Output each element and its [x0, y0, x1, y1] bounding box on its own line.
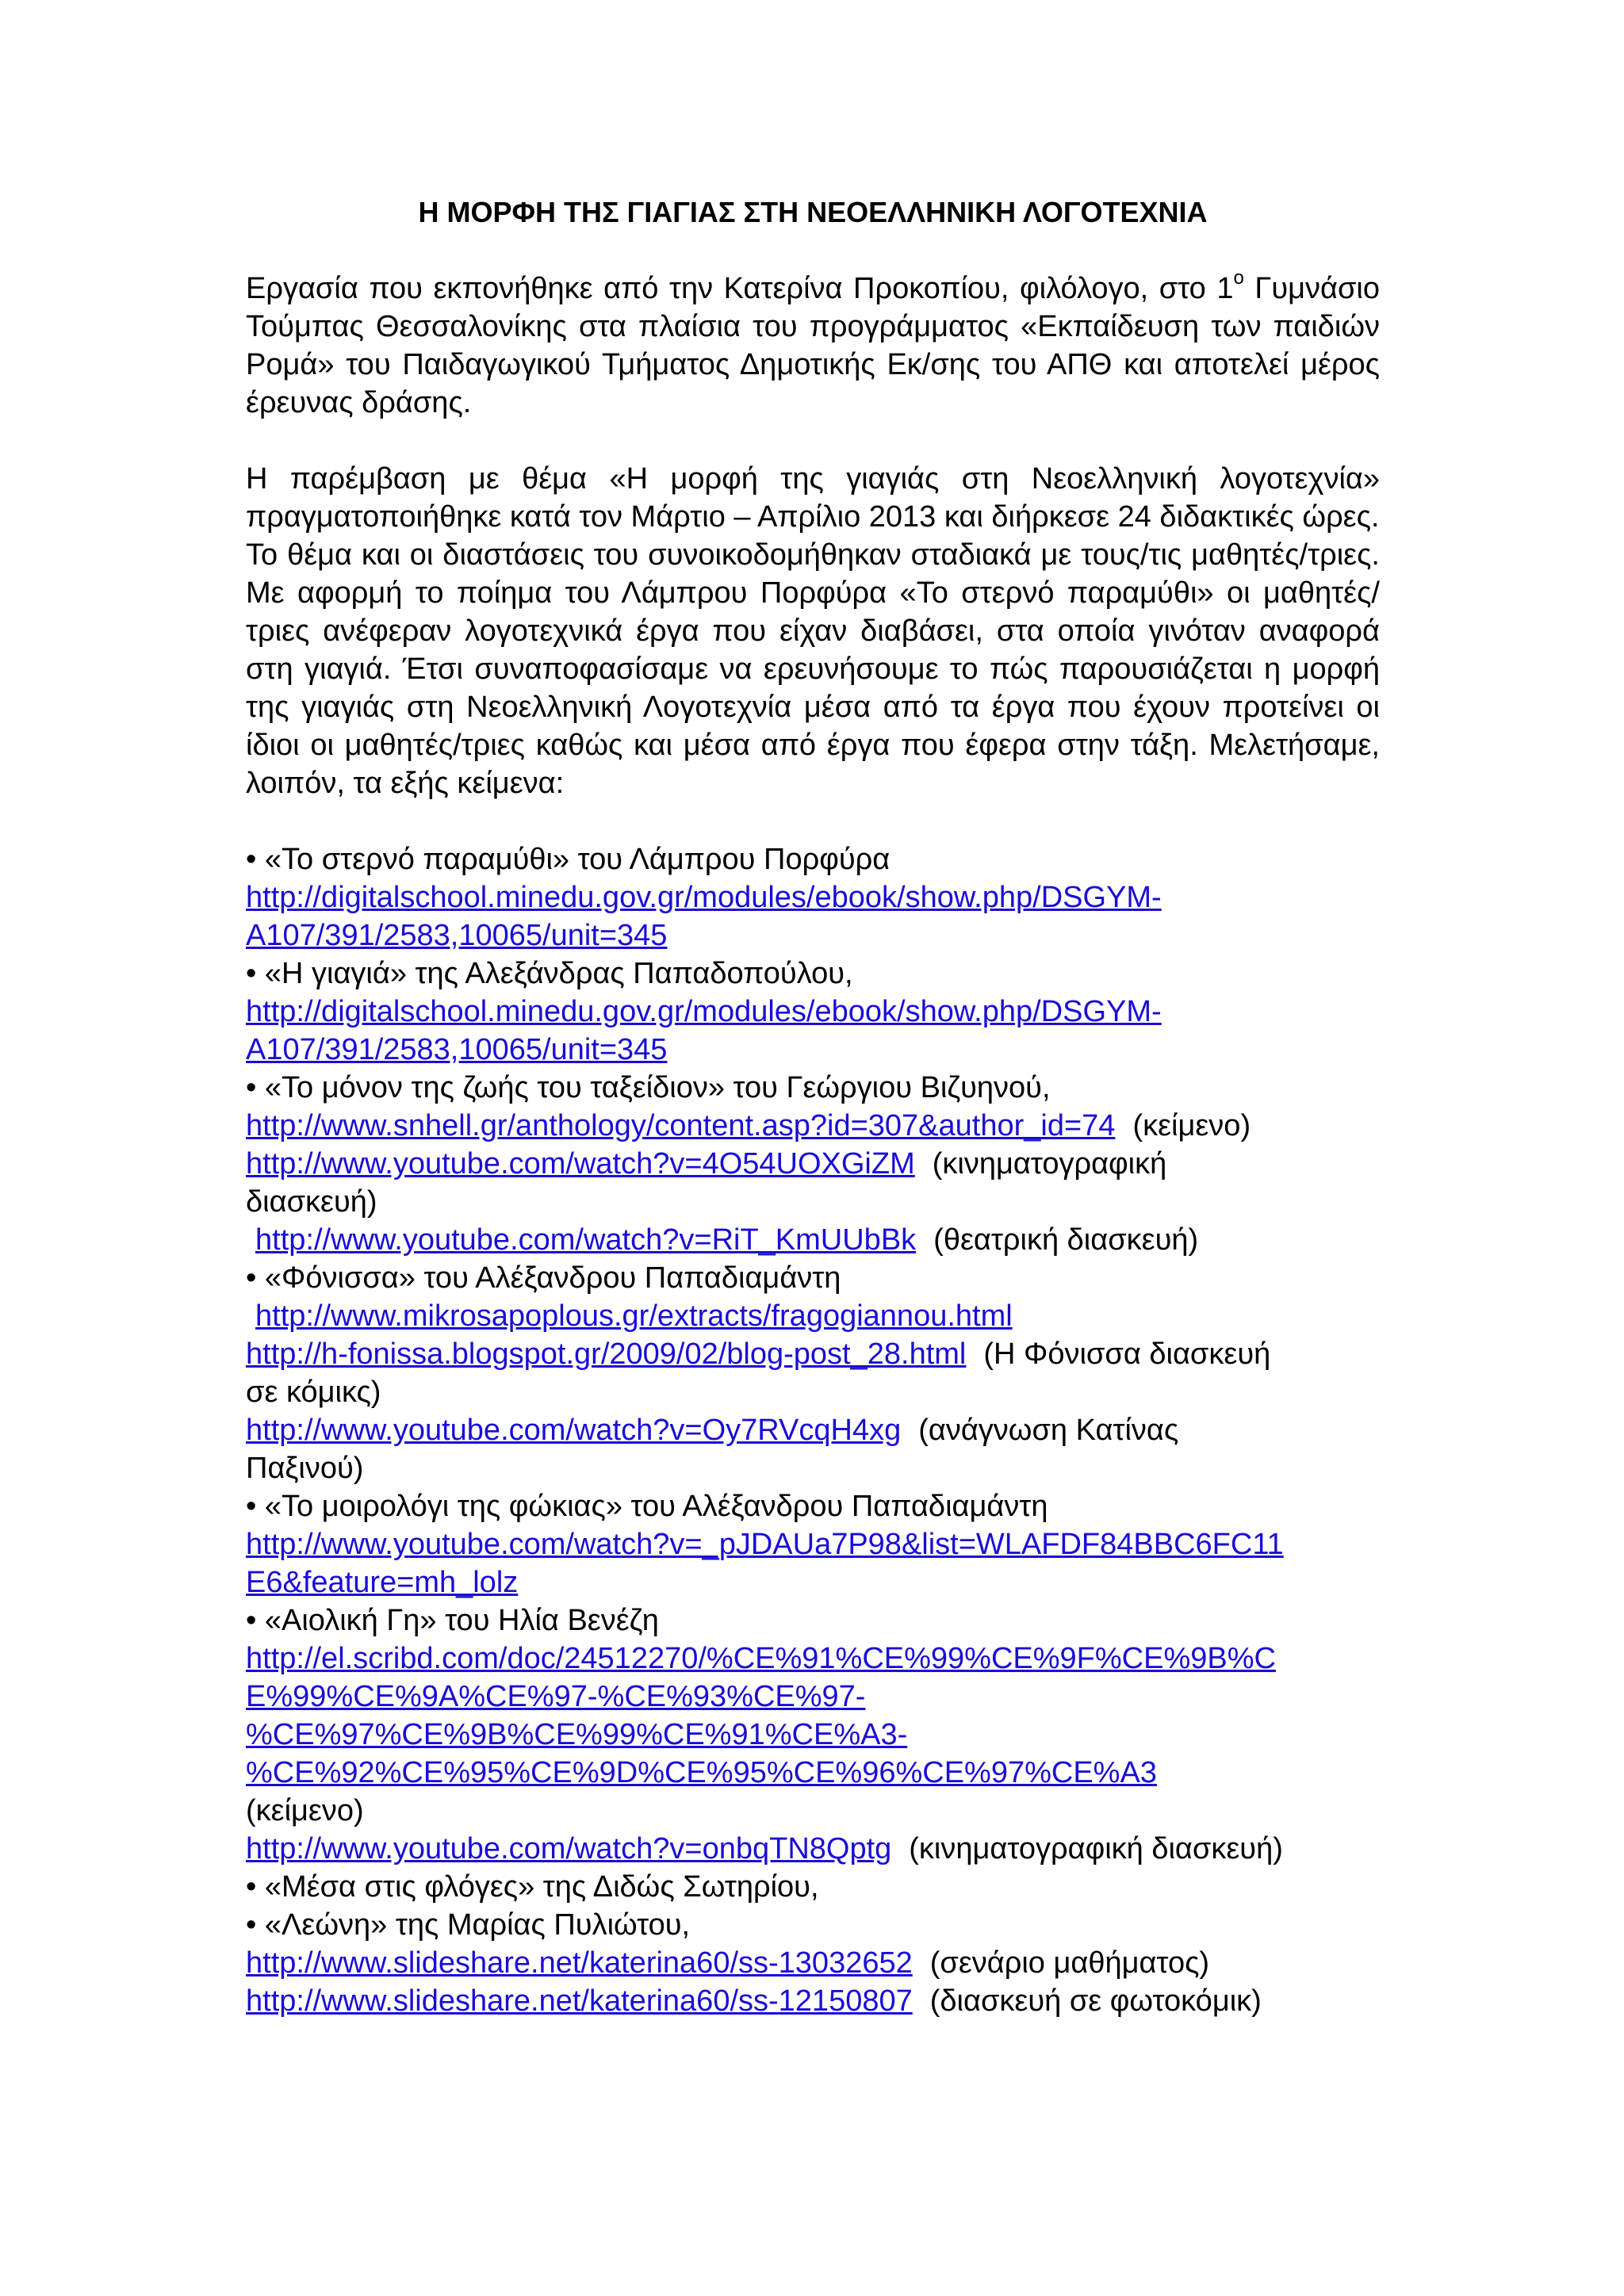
reference-link[interactable]: %CE%97%CE%9B%CE%99%CE%91%CE%A3-	[246, 1718, 908, 1751]
spacer	[246, 422, 1380, 460]
reference-link[interactable]: http://www.youtube.com/watch?v=Oy7RVcqH4xg	[246, 1414, 902, 1447]
spacer	[246, 802, 1380, 840]
reference-note: (θεατρική διασκευή)	[933, 1223, 1199, 1257]
list-item-title: • «Αιολική Γη» του Ηλία Βενέζη	[246, 1604, 659, 1637]
list-item-title: • «Φόνισσα» του Αλέξανδρου Παπαδιαμάντη	[246, 1261, 841, 1295]
reference-link[interactable]: A107/391/2583,10065/unit=345	[246, 919, 668, 952]
reference-link[interactable]: http://www.youtube.com/watch?v=_pJDAUa7P98&list=WLAFDF84BBC6FC11	[246, 1528, 1284, 1561]
reference-link[interactable]: http://www.youtube.com/watch?v=4O54UOXGiZM	[246, 1147, 915, 1181]
reference-note: (κινηματογραφική διασκευή)	[909, 1832, 1283, 1866]
reference-link[interactable]: http://el.scribd.com/doc/24512270/%CE%91%CE%99%CE%9F%CE%9B%C	[246, 1642, 1276, 1675]
list-item-title: • «Λεώνη» της Μαρίας Πυλιώτου,	[246, 1908, 691, 1942]
intro-paragraph	[246, 267, 1380, 422]
reference-link[interactable]: http://digitalschool.minedu.gov.gr/modules/ebook/show.php/DSGYM-	[246, 995, 1162, 1028]
reference-list	[246, 840, 1380, 2020]
paragraph-topic: Το θέμα και οι διαστάσεις του συνοικοδομήθηκαν σταδιακά με τους/τις μαθητές/τριες. Με αφορμή το ποίημα του Λάμπρου Πορφύρα «Το στερνό παραμύθι» οι μαθητές/τριες ανέφεραν λογοτεχνικά έργα που είχαν διαβάσει, στα οποία γινόταν αναφορά στη γιαγιά. Έτσι συναποφασίσαμε να ερευνήσουμε το πώς παρουσιάζεται η μορφή της γιαγιάς στη Νεοελληνική Λογοτεχνία μέσα από τα έργα που έχουν προτείνει οι ίδιοι οι μαθητές/τριες καθώς και μέσα από έργα που έφερα στην τάξη. Μελετήσαμε, λοιπόν, τα εξής κείμενα:	[246, 538, 1380, 800]
reference-link[interactable]: A107/391/2583,10065/unit=345	[246, 1033, 668, 1066]
reference-link[interactable]: http://www.youtube.com/watch?v=onbqTN8Qptg	[246, 1832, 892, 1866]
page-title: Η ΜΟΡΦΗ ΤΗΣ ΓΙΑΓΙΑΣ ΣΤΗ ΝΕΟΕΛΛΗΝΙΚΗ ΛΟΓΟΤΕΧΝΙΑ	[418, 196, 1208, 228]
list-item-title: • «Μέσα στις φλόγες» της Διδώς Σωτηρίου,	[246, 1870, 819, 1904]
paragraph-intervention: Η παρέμβαση με θέμα «Η μορφή της γιαγιάς στη Νεοελληνική λογοτεχνία» πραγματοποιήθηκε κατά τον Μάρτιο – Απρίλιο 2013 και διήρκεσε 24 διδακτικές ώρες.	[246, 462, 1380, 534]
reference-link[interactable]: http://www.mikrosapoplous.gr/extracts/fragogiannou.html	[255, 1299, 1013, 1333]
reference-note: Παξινού)	[246, 1452, 364, 1485]
intro-text-start: Εργασία που εκπονήθηκε από την Κατερίνα Προκοπίου, φιλόλογο, στο 1	[246, 272, 1234, 305]
reference-note: (διασκευή σε φωτοκόμικ)	[929, 1984, 1262, 2018]
reference-link[interactable]: http://www.slideshare.net/katerina60/ss-12150807	[246, 1984, 913, 2018]
ordinal-superscript: ο	[1233, 267, 1244, 289]
list-item-title: • «Το μοιρολόγι της φώκιας» του Αλέξανδρου Παπαδιαμάντη	[246, 1490, 1048, 1523]
reference-note: (κείμενο)	[1132, 1109, 1251, 1142]
reference-note: σε κόμικς)	[246, 1376, 381, 1409]
list-item-title: • «Η γιαγιά» της Αλεξάνδρας Παπαδοπούλου,	[246, 957, 853, 990]
reference-link[interactable]: http://h-fonissa.blogspot.gr/2009/02/blog-post_28.html	[246, 1337, 967, 1371]
reference-link[interactable]: E6&feature=mh_lolz	[246, 1566, 519, 1599]
list-item-title: • «Το στερνό παραμύθι» του Λάμπρου Πορφύρα	[246, 843, 891, 876]
reference-link[interactable]: %CE%92%CE%95%CE%9D%CE%95%CE%96%CE%97%CE%A3	[246, 1756, 1157, 1789]
reference-note: (Η Φόνισσα διασκευή	[983, 1337, 1271, 1371]
reference-note: (ανάγνωση Κατίνας	[918, 1414, 1179, 1447]
reference-link[interactable]: http://www.slideshare.net/katerina60/ss-13032652	[246, 1946, 913, 1980]
reference-link[interactable]: http://digitalschool.minedu.gov.gr/modules/ebook/show.php/DSGYM-	[246, 881, 1162, 914]
reference-link[interactable]: E%99%CE%9A%CE%97-%CE%93%CE%97-	[246, 1680, 866, 1713]
intro-text-end: Γυμνάσιο Τούμπας Θεσσαλονίκης στα πλαίσια του προγράμματος «Εκπαίδευση των παιδιών Ρομά» του Παιδαγωγικού Τμήματος Δημοτικής Εκ/σης του ΑΠΘ και αποτελεί μέρος έρευνας δράσης.	[246, 272, 1380, 419]
reference-note: (σενάριο μαθήματος)	[929, 1946, 1210, 1980]
reference-note: διασκευή)	[246, 1185, 377, 1219]
list-item-title: • «Το μόνον της ζωής του ταξείδιον» του Γεώργιου Βιζυηνού,	[246, 1071, 1051, 1104]
reference-note: (κινηματογραφική	[932, 1147, 1167, 1181]
reference-note: (κείμενο)	[246, 1794, 364, 1827]
reference-link[interactable]: http://www.youtube.com/watch?v=RiT_KmUUbBk	[255, 1223, 917, 1257]
reference-link[interactable]: http://www.snhell.gr/anthology/content.asp?id=307&author_id=74	[246, 1109, 1116, 1142]
